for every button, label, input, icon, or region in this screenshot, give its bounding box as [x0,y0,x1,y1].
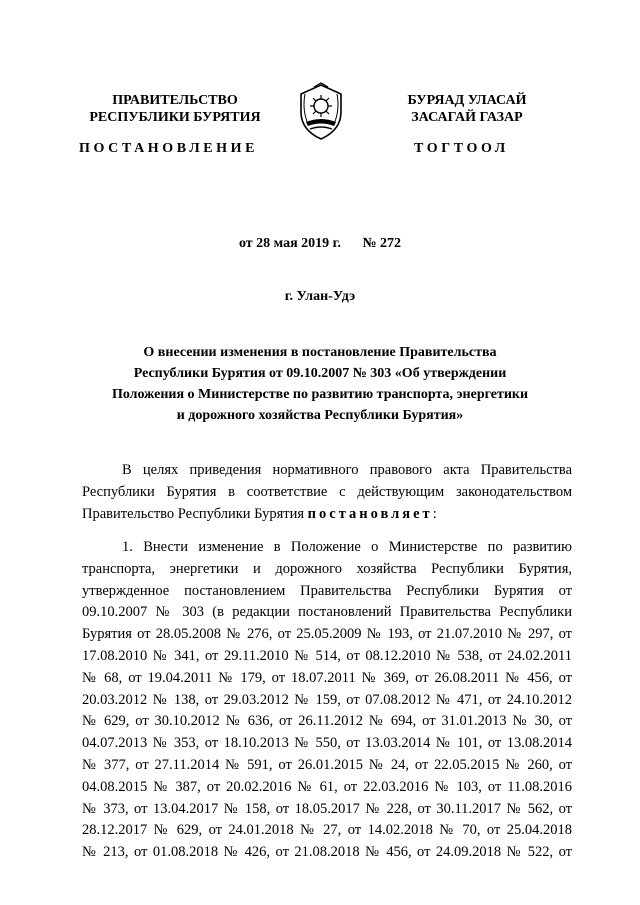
document-date: от 28 мая 2019 г. [238,236,341,251]
issuer-left-block [85,92,265,126]
coat-of-arms-icon [296,82,346,142]
body-line: 04.08.2015 № 387, от 20.02.2016 № 61, от 22.03.2016 № 103, от 11.08.2016 [82,778,572,795]
issuer-right-block [392,92,542,126]
body-line: 20.03.2012 № 138, от 29.03.2012 № 159, от 07.08.2012 № 471, от 24.10.2012 [82,691,572,708]
body-line: Бурятия от 28.05.2008 № 276, от 25.05.2009 № 193, от 21.07.2010 № 297, от [82,626,572,643]
body-line: № 68, от 19.04.2011 № 179, от 18.07.2011 № 369, от 26.08.2011 № 456, от [82,669,572,686]
city: г. Улан-Удэ [284,289,356,304]
resolves-word: постановляет [307,505,433,522]
doc-type-ru: ПОСТАНОВЛЕНИЕ [79,141,259,156]
body-line: № 213, от 01.08.2018 № 426, от 21.08.2018 № 456, от 24.09.2018 № 522, от [82,844,572,861]
document-number: № 272 [362,236,402,251]
body-line: 09.10.2007 № 303 (в редакции постановлений Правительства Республики [82,604,572,621]
preamble-prefix: Правительство Республики Бурятия [82,505,308,522]
issuer-left-line2: РЕСПУБЛИКИ БУРЯТИЯ [89,110,261,125]
title-line: и дорожного хозяйства Республики Бурятия» [176,408,464,423]
issuer-right-line2: ЗАСАГАЙ ГАЗАР [411,110,523,125]
body-line: 28.12.2017 № 629, от 24.01.2018 № 27, от 14.02.2018 № 70, от 25.04.2018 [82,822,572,839]
body-line: № 629, от 30.10.2012 № 636, от 26.11.2012 № 694, от 31.01.2013 № 30, от [82,713,572,730]
body-line: Республики Бурятия в соответствие с действующим законодательством [82,483,572,500]
body-line: В целях приведения нормативного правового акта Правительства [122,462,572,478]
issuer-right-line1: БУРЯАД УЛАСАЙ [407,93,527,108]
item-1-paragraph [82,537,572,864]
title-line: Республики Бурятия от 09.10.2007 № 303 «Об утверждении [133,366,507,381]
preamble-paragraph [82,460,572,525]
body-line: 04.07.2013 № 353, от 18.10.2013 № 550, от 13.03.2014 № 101, от 13.08.2014 [82,735,572,752]
title-line: Положения о Министерстве по развитию транспорта, энергетики [111,387,529,402]
doc-type-bua: ТОГТООЛ [414,141,509,156]
body-line: 17.08.2010 № 341, от 29.11.2010 № 514, от 08.12.2010 № 538, от 24.02.2011 [82,647,572,664]
document-title [60,342,580,426]
date-number-line [0,236,640,252]
body-line: № 373, от 13.04.2017 № 158, от 18.05.2017 № 228, от 30.11.2017 № 562, от [82,800,572,817]
issuer-left-line1: ПРАВИТЕЛЬСТВО [112,93,238,108]
body-line: утвержденное постановлением Правительства Республики Бурятия от [82,582,572,599]
title-line: О внесении изменения в постановление Правительства [143,345,497,360]
body-line: 1. Внести изменение в Положение о Министерстве по развитию [122,539,572,555]
body-line [82,504,572,526]
preamble-colon: : [432,505,437,522]
body-line: № 377, от 27.11.2014 № 591, от 26.01.2015 № 24, от 22.05.2015 № 260, от [82,756,572,773]
body-line: транспорта, энергетики и дорожного хозяйства Республики Бурятия, [82,560,572,577]
